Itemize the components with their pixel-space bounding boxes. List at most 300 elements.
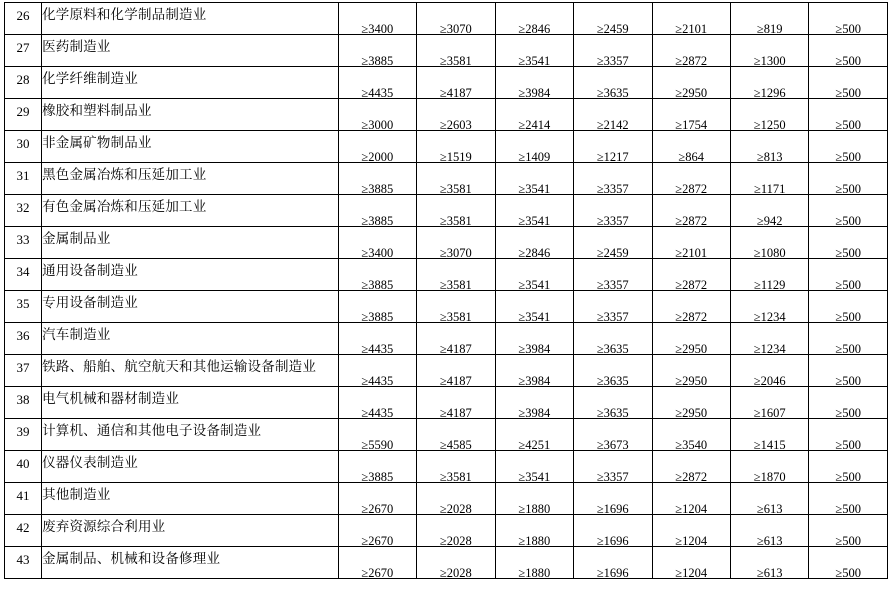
row-index-text: 32 xyxy=(16,200,30,215)
threshold-value-cell xyxy=(495,451,573,483)
threshold-value-cell xyxy=(338,195,416,227)
threshold-value-text: ≥3885 xyxy=(361,310,394,324)
threshold-value-cell xyxy=(338,323,416,355)
threshold-value-text: ≥1519 xyxy=(439,150,472,164)
threshold-value-cell xyxy=(730,3,808,35)
threshold-value-cell xyxy=(574,483,652,515)
threshold-value-text: ≥613 xyxy=(756,534,783,548)
threshold-value-cell xyxy=(417,67,495,99)
threshold-value-text: ≥1409 xyxy=(518,150,551,164)
industry-name-text: 黑色金属冶炼和压延加工业 xyxy=(42,167,207,183)
threshold-value-cell xyxy=(338,99,416,131)
threshold-value-text: ≥3581 xyxy=(439,182,472,196)
threshold-value-cell xyxy=(338,227,416,259)
threshold-value-cell xyxy=(338,291,416,323)
industry-name-text: 医药制造业 xyxy=(42,39,111,55)
threshold-value-cell xyxy=(495,259,573,291)
threshold-value-text: ≥3885 xyxy=(361,182,394,196)
row-index-cell xyxy=(5,483,42,515)
threshold-value-text: ≥2950 xyxy=(675,374,708,388)
threshold-value-cell xyxy=(417,291,495,323)
threshold-value-cell xyxy=(495,291,573,323)
row-index-cell xyxy=(5,419,42,451)
threshold-value-text: ≥1296 xyxy=(753,86,786,100)
row-index-cell xyxy=(5,387,42,419)
threshold-value-cell xyxy=(417,355,495,387)
industry-name-cell xyxy=(42,451,339,483)
threshold-value-cell xyxy=(809,451,888,483)
industry-name-cell xyxy=(42,3,339,35)
threshold-value-text: ≥3541 xyxy=(518,214,551,228)
threshold-value-text: ≥2846 xyxy=(518,22,551,36)
industry-name-text: 电气机械和器材制造业 xyxy=(42,391,180,407)
threshold-value-cell xyxy=(338,67,416,99)
threshold-value-text: ≥613 xyxy=(756,502,783,516)
threshold-value-cell xyxy=(730,419,808,451)
threshold-value-cell xyxy=(574,227,652,259)
threshold-value-cell xyxy=(809,163,888,195)
threshold-value-cell xyxy=(652,99,730,131)
threshold-value-text: ≥500 xyxy=(835,502,862,516)
threshold-value-cell xyxy=(652,35,730,67)
row-index-text: 29 xyxy=(16,104,30,119)
industry-name-cell xyxy=(42,259,339,291)
threshold-value-text: ≥2101 xyxy=(675,22,708,36)
threshold-value-cell xyxy=(417,515,495,547)
row-index-text: 36 xyxy=(16,328,30,343)
threshold-value-text: ≥3581 xyxy=(439,470,472,484)
threshold-value-text: ≥2000 xyxy=(361,150,394,164)
threshold-value-text: ≥1171 xyxy=(754,182,786,196)
industry-name-cell xyxy=(42,163,339,195)
row-index-text: 38 xyxy=(16,392,30,407)
row-index-text: 28 xyxy=(16,72,30,87)
threshold-value-text: ≥4435 xyxy=(361,342,394,356)
threshold-value-cell xyxy=(574,35,652,67)
row-index-text: 40 xyxy=(16,456,30,471)
threshold-value-text: ≥613 xyxy=(756,566,783,580)
threshold-value-text: ≥1696 xyxy=(596,502,629,516)
threshold-value-cell xyxy=(809,515,888,547)
threshold-value-cell xyxy=(730,195,808,227)
threshold-value-text: ≥3984 xyxy=(518,342,551,356)
threshold-value-cell xyxy=(809,3,888,35)
threshold-value-cell xyxy=(574,387,652,419)
threshold-value-cell xyxy=(652,515,730,547)
table-row xyxy=(5,515,888,547)
threshold-value-cell xyxy=(574,323,652,355)
industry-name-cell xyxy=(42,355,339,387)
threshold-value-cell xyxy=(809,547,888,579)
threshold-value-cell xyxy=(495,483,573,515)
threshold-value-text: ≥3635 xyxy=(596,374,629,388)
threshold-value-text: ≥1696 xyxy=(596,566,629,580)
threshold-value-text: ≥1250 xyxy=(753,118,786,132)
industry-threshold-table xyxy=(4,2,888,579)
threshold-value-cell xyxy=(730,387,808,419)
industry-name-cell xyxy=(42,419,339,451)
threshold-value-text: ≥1607 xyxy=(753,406,786,420)
industry-name-text: 铁路、船舶、航空航天和其他运输设备制造业 xyxy=(42,359,317,375)
threshold-value-text: ≥3357 xyxy=(596,182,629,196)
table-row xyxy=(5,35,888,67)
threshold-value-text: ≥3635 xyxy=(596,342,629,356)
threshold-value-cell xyxy=(809,387,888,419)
threshold-value-cell xyxy=(417,451,495,483)
threshold-value-cell xyxy=(730,131,808,163)
industry-name-text: 仪器仪表制造业 xyxy=(42,455,138,471)
threshold-value-cell xyxy=(652,195,730,227)
row-index-cell xyxy=(5,323,42,355)
threshold-value-text: ≥1880 xyxy=(518,502,551,516)
threshold-value-cell xyxy=(574,451,652,483)
threshold-value-text: ≥3885 xyxy=(361,278,394,292)
threshold-value-text: ≥1204 xyxy=(675,534,708,548)
threshold-value-text: ≥3357 xyxy=(596,278,629,292)
threshold-value-cell xyxy=(574,259,652,291)
threshold-value-text: ≥500 xyxy=(835,310,862,324)
threshold-value-text: ≥1300 xyxy=(753,54,786,68)
threshold-value-text: ≥3540 xyxy=(675,438,708,452)
threshold-value-text: ≥3541 xyxy=(518,278,551,292)
threshold-value-text: ≥3541 xyxy=(518,470,551,484)
threshold-value-cell xyxy=(338,35,416,67)
threshold-value-text: ≥3541 xyxy=(518,310,551,324)
row-index-cell xyxy=(5,291,42,323)
threshold-value-text: ≥2872 xyxy=(675,278,708,292)
row-index-cell xyxy=(5,99,42,131)
threshold-value-cell xyxy=(338,259,416,291)
threshold-value-text: ≥3400 xyxy=(361,22,394,36)
table-body xyxy=(5,3,888,579)
threshold-value-text: ≥2950 xyxy=(675,406,708,420)
threshold-value-text: ≥3635 xyxy=(596,406,629,420)
threshold-value-cell xyxy=(652,163,730,195)
threshold-value-cell xyxy=(417,323,495,355)
row-index-text: 42 xyxy=(16,520,30,535)
threshold-value-cell xyxy=(338,547,416,579)
threshold-value-cell xyxy=(338,387,416,419)
threshold-value-cell xyxy=(574,515,652,547)
threshold-value-text: ≥500 xyxy=(835,86,862,100)
threshold-value-text: ≥819 xyxy=(756,22,783,36)
industry-name-cell xyxy=(42,195,339,227)
threshold-value-cell xyxy=(809,483,888,515)
threshold-value-text: ≥1129 xyxy=(754,278,786,292)
threshold-value-text: ≥4187 xyxy=(439,374,472,388)
industry-name-text: 化学纤维制造业 xyxy=(42,71,138,87)
threshold-value-cell xyxy=(417,131,495,163)
threshold-value-text: ≥1870 xyxy=(753,470,786,484)
table-row xyxy=(5,3,888,35)
table-row xyxy=(5,291,888,323)
threshold-value-cell xyxy=(417,163,495,195)
threshold-value-cell xyxy=(730,35,808,67)
threshold-value-cell xyxy=(574,3,652,35)
threshold-value-text: ≥3581 xyxy=(439,214,472,228)
threshold-value-cell xyxy=(730,515,808,547)
threshold-value-text: ≥2028 xyxy=(439,502,472,516)
threshold-value-cell xyxy=(574,547,652,579)
threshold-value-cell xyxy=(730,163,808,195)
threshold-value-cell xyxy=(652,451,730,483)
threshold-value-cell xyxy=(417,419,495,451)
threshold-value-text: ≥500 xyxy=(835,54,862,68)
threshold-value-text: ≥500 xyxy=(835,118,862,132)
threshold-value-cell xyxy=(338,515,416,547)
threshold-value-cell xyxy=(730,291,808,323)
industry-name-cell xyxy=(42,99,339,131)
threshold-value-cell xyxy=(652,387,730,419)
threshold-value-text: ≥1880 xyxy=(518,566,551,580)
threshold-value-text: ≥2872 xyxy=(675,310,708,324)
threshold-value-cell xyxy=(338,451,416,483)
document-page xyxy=(0,2,890,580)
table-row xyxy=(5,547,888,579)
row-index-cell xyxy=(5,67,42,99)
table-row xyxy=(5,419,888,451)
industry-name-cell xyxy=(42,131,339,163)
industry-name-cell xyxy=(42,227,339,259)
threshold-value-text: ≥2872 xyxy=(675,214,708,228)
threshold-value-text: ≥3070 xyxy=(439,22,472,36)
threshold-value-text: ≥3885 xyxy=(361,470,394,484)
threshold-value-cell xyxy=(652,291,730,323)
threshold-value-text: ≥2872 xyxy=(675,470,708,484)
threshold-value-cell xyxy=(338,163,416,195)
threshold-value-text: ≥3885 xyxy=(361,214,394,228)
threshold-value-cell xyxy=(417,227,495,259)
threshold-value-cell xyxy=(417,99,495,131)
industry-name-cell xyxy=(42,515,339,547)
threshold-value-text: ≥500 xyxy=(835,438,862,452)
threshold-value-cell xyxy=(495,35,573,67)
threshold-value-text: ≥3541 xyxy=(518,182,551,196)
row-index-cell xyxy=(5,355,42,387)
threshold-value-text: ≥3581 xyxy=(439,278,472,292)
threshold-value-cell xyxy=(495,515,573,547)
threshold-value-cell xyxy=(809,323,888,355)
table-row xyxy=(5,227,888,259)
table-row xyxy=(5,195,888,227)
threshold-value-text: ≥1754 xyxy=(675,118,708,132)
threshold-value-cell xyxy=(338,419,416,451)
threshold-value-text: ≥3673 xyxy=(596,438,629,452)
threshold-value-cell xyxy=(730,483,808,515)
threshold-value-cell xyxy=(652,323,730,355)
threshold-value-cell xyxy=(730,323,808,355)
row-index-text: 43 xyxy=(16,552,30,567)
industry-name-cell xyxy=(42,387,339,419)
threshold-value-text: ≥2872 xyxy=(675,182,708,196)
threshold-value-text: ≥4187 xyxy=(439,406,472,420)
threshold-value-cell xyxy=(809,99,888,131)
table-row xyxy=(5,259,888,291)
threshold-value-cell xyxy=(574,355,652,387)
industry-name-cell xyxy=(42,291,339,323)
threshold-value-cell xyxy=(495,99,573,131)
threshold-value-cell xyxy=(417,35,495,67)
threshold-value-cell xyxy=(338,355,416,387)
table-row xyxy=(5,67,888,99)
threshold-value-text: ≥3357 xyxy=(596,310,629,324)
threshold-value-cell xyxy=(495,387,573,419)
threshold-value-cell xyxy=(652,227,730,259)
threshold-value-cell xyxy=(417,195,495,227)
threshold-value-text: ≥4187 xyxy=(439,86,472,100)
threshold-value-text: ≥1204 xyxy=(675,566,708,580)
threshold-value-text: ≥3984 xyxy=(518,86,551,100)
threshold-value-text: ≥500 xyxy=(835,406,862,420)
industry-name-text: 橡胶和塑料制品业 xyxy=(42,103,152,119)
threshold-value-cell xyxy=(338,483,416,515)
threshold-value-cell xyxy=(652,67,730,99)
industry-name-text: 其他制造业 xyxy=(42,487,111,503)
threshold-value-text: ≥2872 xyxy=(675,54,708,68)
threshold-value-cell xyxy=(495,67,573,99)
threshold-value-cell xyxy=(809,419,888,451)
threshold-value-text: ≥5590 xyxy=(361,438,394,452)
row-index-text: 27 xyxy=(16,40,30,55)
threshold-value-text: ≥4187 xyxy=(439,342,472,356)
table-row xyxy=(5,483,888,515)
row-index-text: 39 xyxy=(16,424,30,439)
threshold-value-cell xyxy=(809,195,888,227)
row-index-cell xyxy=(5,259,42,291)
threshold-value-text: ≥2414 xyxy=(518,118,551,132)
row-index-cell xyxy=(5,163,42,195)
industry-name-cell xyxy=(42,35,339,67)
industry-name-text: 金属制品、机械和设备修理业 xyxy=(42,551,221,567)
threshold-value-text: ≥942 xyxy=(756,214,783,228)
threshold-value-text: ≥500 xyxy=(835,150,862,164)
threshold-value-cell xyxy=(495,355,573,387)
table-row xyxy=(5,163,888,195)
threshold-value-text: ≥813 xyxy=(756,150,783,164)
row-index-cell xyxy=(5,131,42,163)
threshold-value-cell xyxy=(652,419,730,451)
table-row xyxy=(5,99,888,131)
industry-name-text: 废弃资源综合利用业 xyxy=(42,519,166,535)
threshold-value-text: ≥1234 xyxy=(753,310,786,324)
threshold-value-cell xyxy=(495,3,573,35)
industry-name-text: 金属制品业 xyxy=(42,231,111,247)
threshold-value-cell xyxy=(809,227,888,259)
threshold-value-text: ≥4435 xyxy=(361,406,394,420)
industry-name-text: 汽车制造业 xyxy=(42,327,111,343)
threshold-value-cell xyxy=(574,67,652,99)
row-index-text: 35 xyxy=(16,296,30,311)
threshold-value-text: ≥2459 xyxy=(596,246,629,260)
threshold-value-cell xyxy=(730,451,808,483)
threshold-value-text: ≥3357 xyxy=(596,54,629,68)
threshold-value-text: ≥2846 xyxy=(518,246,551,260)
table-row xyxy=(5,451,888,483)
threshold-value-cell xyxy=(574,131,652,163)
threshold-value-text: ≥3357 xyxy=(596,470,629,484)
row-index-cell xyxy=(5,3,42,35)
threshold-value-cell xyxy=(417,483,495,515)
threshold-value-cell xyxy=(338,3,416,35)
threshold-value-text: ≥1415 xyxy=(753,438,786,452)
threshold-value-text: ≥500 xyxy=(835,182,862,196)
threshold-value-text: ≥4435 xyxy=(361,86,394,100)
threshold-value-cell xyxy=(730,227,808,259)
threshold-value-cell xyxy=(652,483,730,515)
threshold-value-text: ≥1080 xyxy=(753,246,786,260)
threshold-value-text: ≥500 xyxy=(835,342,862,356)
threshold-value-text: ≥4435 xyxy=(361,374,394,388)
table-row xyxy=(5,131,888,163)
industry-name-text: 计算机、通信和其他电子设备制造业 xyxy=(42,423,262,439)
threshold-value-cell xyxy=(652,355,730,387)
threshold-value-cell xyxy=(652,547,730,579)
threshold-value-cell xyxy=(574,419,652,451)
table-row xyxy=(5,355,888,387)
threshold-value-cell xyxy=(574,291,652,323)
threshold-value-cell xyxy=(809,35,888,67)
threshold-value-text: ≥500 xyxy=(835,374,862,388)
threshold-value-text: ≥2670 xyxy=(361,534,394,548)
threshold-value-text: ≥3984 xyxy=(518,374,551,388)
threshold-value-cell xyxy=(809,259,888,291)
threshold-value-cell xyxy=(730,67,808,99)
row-index-text: 37 xyxy=(16,360,30,375)
threshold-value-text: ≥500 xyxy=(835,470,862,484)
threshold-value-cell xyxy=(730,99,808,131)
threshold-value-text: ≥3400 xyxy=(361,246,394,260)
row-index-cell xyxy=(5,451,42,483)
threshold-value-cell xyxy=(574,99,652,131)
threshold-value-text: ≥3581 xyxy=(439,310,472,324)
industry-name-text: 专用设备制造业 xyxy=(42,295,138,311)
threshold-value-cell xyxy=(417,547,495,579)
threshold-value-text: ≥1217 xyxy=(596,150,629,164)
threshold-value-cell xyxy=(495,131,573,163)
industry-name-cell xyxy=(42,547,339,579)
industry-name-text: 通用设备制造业 xyxy=(42,263,138,279)
threshold-value-text: ≥4251 xyxy=(518,438,551,452)
threshold-value-text: ≥3541 xyxy=(518,54,551,68)
industry-name-cell xyxy=(42,483,339,515)
threshold-value-text: ≥2670 xyxy=(361,502,394,516)
threshold-value-text: ≥3000 xyxy=(361,118,394,132)
threshold-value-text: ≥3984 xyxy=(518,406,551,420)
threshold-value-text: ≥3581 xyxy=(439,54,472,68)
threshold-value-text: ≥2101 xyxy=(675,246,708,260)
threshold-value-text: ≥2459 xyxy=(596,22,629,36)
threshold-value-cell xyxy=(730,547,808,579)
row-index-cell xyxy=(5,35,42,67)
threshold-value-cell xyxy=(809,355,888,387)
threshold-value-text: ≥1880 xyxy=(518,534,551,548)
threshold-value-cell xyxy=(730,259,808,291)
threshold-value-text: ≥3357 xyxy=(596,214,629,228)
threshold-value-cell xyxy=(730,355,808,387)
row-index-text: 41 xyxy=(16,488,30,503)
row-index-text: 33 xyxy=(16,232,30,247)
industry-name-text: 有色金属冶炼和压延加工业 xyxy=(42,199,207,215)
threshold-value-cell xyxy=(652,259,730,291)
threshold-value-text: ≥1234 xyxy=(753,342,786,356)
threshold-value-cell xyxy=(809,67,888,99)
threshold-value-text: ≥2028 xyxy=(439,566,472,580)
threshold-value-cell xyxy=(495,195,573,227)
threshold-value-text: ≥500 xyxy=(835,246,862,260)
row-index-text: 34 xyxy=(16,264,30,279)
threshold-value-text: ≥864 xyxy=(678,150,705,164)
threshold-value-cell xyxy=(417,3,495,35)
